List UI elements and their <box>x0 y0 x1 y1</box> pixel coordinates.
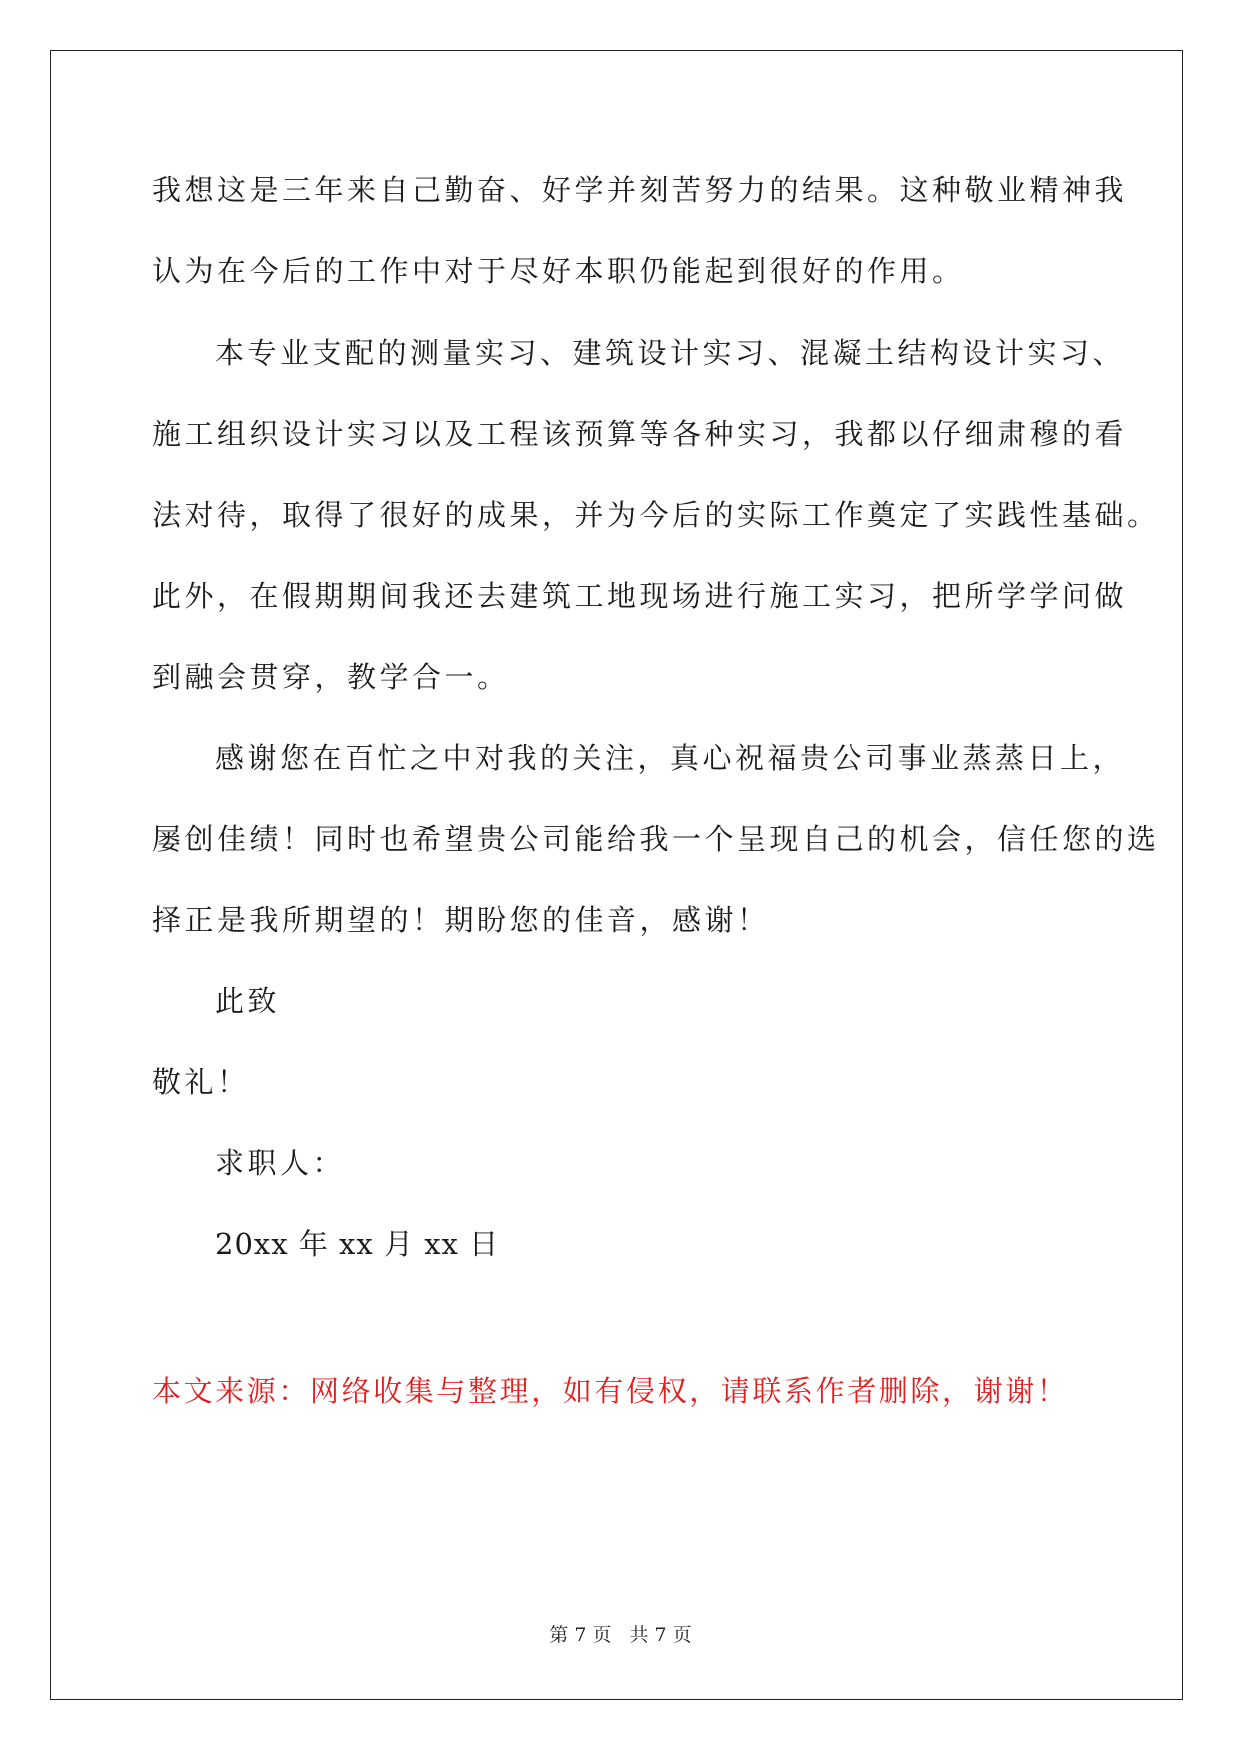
page-total: 共 7 页 <box>629 1624 692 1646</box>
body-line-7: 到融会贯穿，教学合一。 <box>152 660 510 694</box>
body-line-5: 法对待，取得了很好的成果，并为今后的实际工作奠定了实践性基础。 <box>152 498 1160 532</box>
source-note: 本文来源：网络收集与整理，如有侵权，请联系作者删除，谢谢！ <box>152 1374 1069 1408</box>
page-footer <box>0 1620 1241 1647</box>
closing-line: 敬礼！ <box>152 1065 250 1099</box>
body-line-9: 屡创佳绩！同时也希望贵公司能给我一个呈现自己的机会，信任您的选 <box>152 822 1160 856</box>
body-line-4: 施工组织设计实习以及工程该预算等各种实习，我都以仔细肃穆的看 <box>152 417 1128 451</box>
body-line-3: 本专业支配的测量实习、建筑设计实习、混凝土结构设计实习、 <box>215 336 1126 370</box>
page-current: 第 7 页 <box>549 1624 612 1646</box>
body-line-10: 择正是我所期望的！期盼您的佳音，感谢！ <box>152 903 770 937</box>
body-line-6: 此外，在假期期间我还去建筑工地现场进行施工实习，把所学学问做 <box>152 579 1128 613</box>
body-line-2: 认为在今后的工作中对于尽好本职仍能起到很好的作用。 <box>152 254 965 288</box>
date-line: 20xx 年 xx 月 xx 日 <box>215 1227 500 1261</box>
salutation-line: 此致 <box>215 984 281 1018</box>
signer-line: 求职人： <box>215 1146 346 1180</box>
body-line-8: 感谢您在百忙之中对我的关注，真心祝福贵公司事业蒸蒸日上， <box>215 741 1126 775</box>
body-line-1: 我想这是三年来自己勤奋、好学并刻苦努力的结果。这种敬业精神我 <box>152 173 1128 207</box>
page-border <box>50 50 1183 1700</box>
